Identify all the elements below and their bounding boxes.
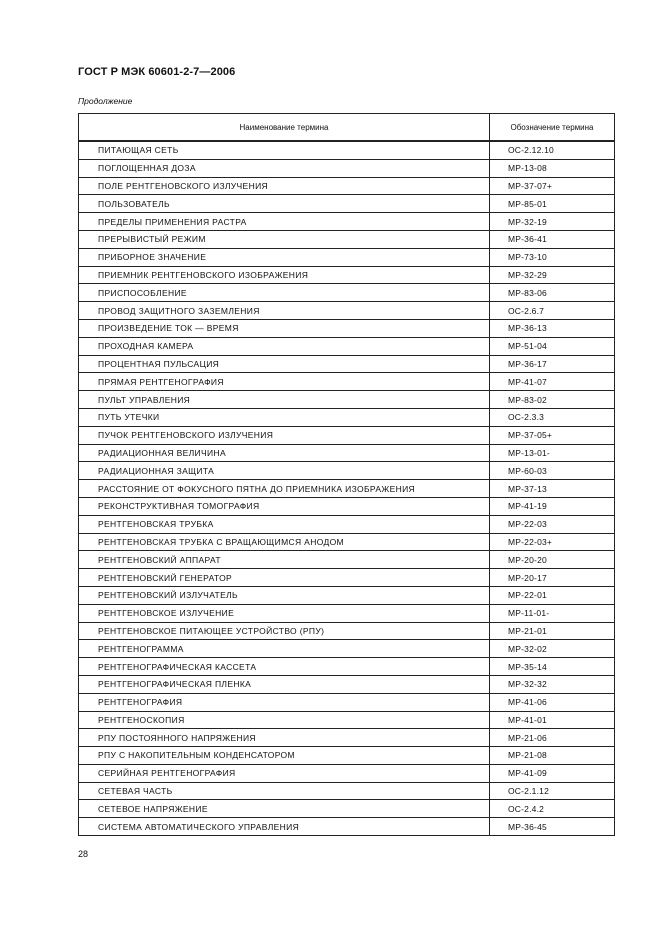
table-row: [79, 373, 615, 391]
table-row: [79, 426, 615, 444]
table-body: [79, 141, 615, 836]
term-code-cell: МР-21-08: [490, 747, 615, 765]
term-name-cell: РЕНТГЕНОГРАФИЧЕСКАЯ ПЛЕНКА: [79, 675, 490, 693]
term-name-cell: РЕНТГЕНОГРАФИЯ: [79, 693, 490, 711]
table-row: [79, 800, 615, 818]
table-row: [79, 391, 615, 409]
term-name-cell: ПУЧОК РЕНТГЕНОВСКОГО ИЗЛУЧЕНИЯ: [79, 426, 490, 444]
term-code-cell: МР-21-06: [490, 729, 615, 747]
term-code-cell: ОС-2.1.12: [490, 782, 615, 800]
term-code-cell: МР-73-10: [490, 248, 615, 266]
term-name-cell: СЕТЕВАЯ ЧАСТЬ: [79, 782, 490, 800]
table-row: [79, 747, 615, 765]
table-row: [79, 195, 615, 213]
table-row: [79, 141, 615, 159]
term-code-cell: МР-83-06: [490, 284, 615, 302]
term-code-cell: МР-37-05+: [490, 426, 615, 444]
term-name-cell: СЕРИЙНАЯ РЕНТГЕНОГРАФИЯ: [79, 764, 490, 782]
term-name-cell: СИСТЕМА АВТОМАТИЧЕСКОГО УПРАВЛЕНИЯ: [79, 818, 490, 836]
term-name-cell: ПРОИЗВЕДЕНИЕ ТОК — ВРЕМЯ: [79, 319, 490, 337]
term-name-cell: ПОЛЬЗОВАТЕЛЬ: [79, 195, 490, 213]
term-name-cell: ПРИСПОСОБЛЕНИЕ: [79, 284, 490, 302]
term-name-cell: РАДИАЦИОННАЯ ЗАЩИТА: [79, 462, 490, 480]
term-code-cell: МР-83-02: [490, 391, 615, 409]
term-name-cell: РЕНТГЕНОВСКОЕ ИЗЛУЧЕНИЕ: [79, 604, 490, 622]
table-row: [79, 782, 615, 800]
term-name-cell: ПУТЬ УТЕЧКИ: [79, 408, 490, 426]
term-code-cell: МР-32-29: [490, 266, 615, 284]
table-header-row: [79, 114, 615, 142]
term-name-cell: РЕНТГЕНОВСКИЙ ИЗЛУЧАТЕЛЬ: [79, 586, 490, 604]
table-row: [79, 337, 615, 355]
table-row: [79, 604, 615, 622]
term-code-cell: ОС-2.4.2: [490, 800, 615, 818]
table-row: [79, 319, 615, 337]
term-code-cell: МР-85-01: [490, 195, 615, 213]
term-code-cell: МР-36-45: [490, 818, 615, 836]
term-code-cell: ОС-2.3.3: [490, 408, 615, 426]
table-row: [79, 177, 615, 195]
term-code-cell: МР-22-01: [490, 586, 615, 604]
term-name-cell: ПРОВОД ЗАЩИТНОГО ЗАЗЕМЛЕНИЯ: [79, 302, 490, 320]
table-row: [79, 302, 615, 320]
term-name-cell: СЕТЕВОЕ НАПРЯЖЕНИЕ: [79, 800, 490, 818]
table-row: [79, 693, 615, 711]
column-header-term-name: Наименование термина: [79, 114, 490, 142]
table-row: [79, 497, 615, 515]
term-code-cell: МР-41-01: [490, 711, 615, 729]
table-row: [79, 764, 615, 782]
term-name-cell: ПОЛЕ РЕНТГЕНОВСКОГО ИЗЛУЧЕНИЯ: [79, 177, 490, 195]
table-row: [79, 159, 615, 177]
term-name-cell: РЕНТГЕНОГРАФИЧЕСКАЯ КАССЕТА: [79, 658, 490, 676]
term-name-cell: ПРОЦЕНТНАЯ ПУЛЬСАЦИЯ: [79, 355, 490, 373]
term-code-cell: МР-35-14: [490, 658, 615, 676]
term-name-cell: РПУ ПОСТОЯННОГО НАПРЯЖЕНИЯ: [79, 729, 490, 747]
term-name-cell: ПРОХОДНАЯ КАМЕРА: [79, 337, 490, 355]
table-row: [79, 444, 615, 462]
term-code-cell: МР-13-01-: [490, 444, 615, 462]
table-row: [79, 213, 615, 231]
table-row: [79, 480, 615, 498]
term-code-cell: МР-36-41: [490, 230, 615, 248]
term-name-cell: ПРЕДЕЛЫ ПРИМЕНЕНИЯ РАСТРА: [79, 213, 490, 231]
table-row: [79, 284, 615, 302]
term-name-cell: ПРЯМАЯ РЕНТГЕНОГРАФИЯ: [79, 373, 490, 391]
term-name-cell: РПУ С НАКОПИТЕЛЬНЫМ КОНДЕНСАТОРОМ: [79, 747, 490, 765]
term-name-cell: РЕНТГЕНОВСКИЙ ГЕНЕРАТОР: [79, 569, 490, 587]
table-row: [79, 729, 615, 747]
term-name-cell: РЕНТГЕНОВСКАЯ ТРУБКА: [79, 515, 490, 533]
term-name-cell: ПУЛЬТ УПРАВЛЕНИЯ: [79, 391, 490, 409]
table-row: [79, 711, 615, 729]
terms-table: [78, 113, 615, 836]
continuation-label: Продолжение: [78, 96, 133, 106]
table-row: [79, 266, 615, 284]
term-code-cell: МР-32-02: [490, 640, 615, 658]
term-code-cell: МР-13-08: [490, 159, 615, 177]
table-row: [79, 818, 615, 836]
table-row: [79, 640, 615, 658]
term-name-cell: ПРИБОРНОЕ ЗНАЧЕНИЕ: [79, 248, 490, 266]
term-code-cell: МР-20-17: [490, 569, 615, 587]
term-code-cell: МР-11-01-: [490, 604, 615, 622]
table-row: [79, 622, 615, 640]
table-row: [79, 586, 615, 604]
table-row: [79, 551, 615, 569]
term-code-cell: МР-51-04: [490, 337, 615, 355]
table-row: [79, 230, 615, 248]
term-code-cell: МР-37-13: [490, 480, 615, 498]
document-header: ГОСТ Р МЭК 60601-2-7—2006: [78, 66, 236, 78]
term-code-cell: МР-41-09: [490, 764, 615, 782]
table-row: [79, 533, 615, 551]
term-name-cell: РЕНТГЕНОВСКИЙ АППАРАТ: [79, 551, 490, 569]
term-code-cell: ОС-2.12.10: [490, 141, 615, 159]
term-name-cell: РЕНТГЕНОГРАММА: [79, 640, 490, 658]
term-name-cell: ПИТАЮЩАЯ СЕТЬ: [79, 141, 490, 159]
page-number: 28: [78, 849, 89, 859]
table-row: [79, 569, 615, 587]
table-row: [79, 515, 615, 533]
term-code-cell: МР-32-32: [490, 675, 615, 693]
table-row: [79, 408, 615, 426]
term-name-cell: РЕНТГЕНОВСКОЕ ПИТАЮЩЕЕ УСТРОЙСТВО (РПУ): [79, 622, 490, 640]
table-row: [79, 675, 615, 693]
table-row: [79, 248, 615, 266]
term-code-cell: МР-60-03: [490, 462, 615, 480]
term-code-cell: МР-37-07+: [490, 177, 615, 195]
term-code-cell: МР-41-07: [490, 373, 615, 391]
term-code-cell: МР-22-03: [490, 515, 615, 533]
term-name-cell: РАДИАЦИОННАЯ ВЕЛИЧИНА: [79, 444, 490, 462]
term-code-cell: МР-36-17: [490, 355, 615, 373]
term-name-cell: ПРЕРЫВИСТЫЙ РЕЖИМ: [79, 230, 490, 248]
term-code-cell: МР-36-13: [490, 319, 615, 337]
term-code-cell: ОС-2.6.7: [490, 302, 615, 320]
table-row: [79, 355, 615, 373]
term-code-cell: МР-32-19: [490, 213, 615, 231]
term-code-cell: МР-41-06: [490, 693, 615, 711]
term-name-cell: РЕНТГЕНОВСКАЯ ТРУБКА С ВРАЩАЮЩИМСЯ АНОДОМ: [79, 533, 490, 551]
term-name-cell: РЕНТГЕНОСКОПИЯ: [79, 711, 490, 729]
term-code-cell: МР-20-20: [490, 551, 615, 569]
table-row: [79, 658, 615, 676]
table-row: [79, 462, 615, 480]
term-name-cell: РАССТОЯНИЕ ОТ ФОКУСНОГО ПЯТНА ДО ПРИЕМНИКА ИЗОБРАЖЕНИЯ: [79, 480, 490, 498]
term-name-cell: ПРИЕМНИК РЕНТГЕНОВСКОГО ИЗОБРАЖЕНИЯ: [79, 266, 490, 284]
term-name-cell: РЕКОНСТРУКТИВНАЯ ТОМОГРАФИЯ: [79, 497, 490, 515]
term-code-cell: МР-22-03+: [490, 533, 615, 551]
term-code-cell: МР-21-01: [490, 622, 615, 640]
column-header-term-code: Обозначение термина: [490, 114, 615, 142]
term-code-cell: МР-41-19: [490, 497, 615, 515]
term-name-cell: ПОГЛОЩЕННАЯ ДОЗА: [79, 159, 490, 177]
